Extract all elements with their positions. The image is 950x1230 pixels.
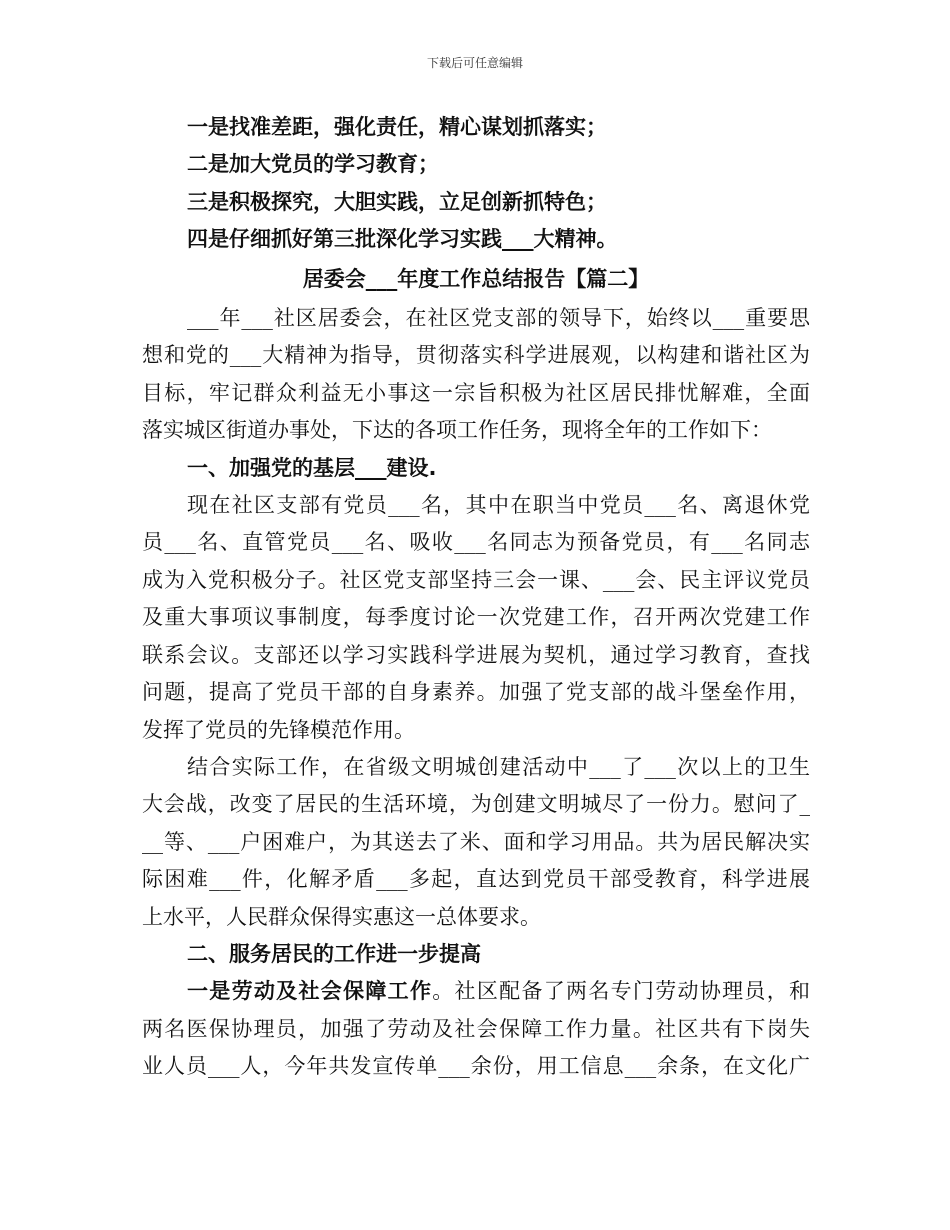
intro-point-3: 三是积极探究，大胆实践，立足创新抓特色； [187, 189, 607, 214]
document-body [142, 109, 810, 1086]
paragraph-line: 现在社区支部有党员___名，其中在职当中党员___名、离退休党 [187, 493, 810, 518]
intro-point-2: 二是加大党员的学习教育； [187, 152, 439, 177]
paragraph-line: 目标，牢记群众利益无小事这一宗旨积极为社区居民排忧解难，全面 [142, 380, 810, 405]
paragraph-line: 结合实际工作，在省级文明城创建活动中___了___次以上的卫生 [187, 754, 810, 779]
paragraph-line: ___年___社区居委会，在社区党支部的领导下，始终以___重要思 [187, 306, 810, 331]
paragraph-intro [142, 300, 810, 450]
paragraph-line: 想和党的___大精神为指导，贯彻落实科学进展观，以构建和谐社区为 [142, 343, 810, 368]
header-note: 下载后可任意编辑 [426, 56, 523, 70]
paragraph-line: 大会战，改变了居民的生活环境，为创建文明城尽了一份力。慰问了_ [142, 792, 810, 817]
paragraph-line: 落实城区街道办事处，下达的各项工作任务，现将全年的工作如下： [142, 418, 772, 443]
section-heading-1: 一、加强党的基层___建设. [187, 455, 437, 480]
paragraph-line: __等、___户困难户，为其送去了米、面和学习用品。共为居民解决实 [142, 829, 810, 854]
report-title: 居委会___年度工作总结报告【篇二】 [302, 266, 650, 291]
paragraph-line: 联系会议。支部还以学习实践科学进展为契机，通过学习教育，查找 [142, 642, 810, 667]
labor-security-heading: 一是劳动及社会保障工作 [187, 979, 433, 1004]
paragraph-line: 上水平，人民群众保得实惠这一总体要求。 [142, 904, 541, 929]
labor-security-text: 。社区配备了两名专门劳动协理员，和 [432, 979, 811, 1004]
intro-point-4: 四是仔细抓好第三批深化学习实践___大精神。 [187, 227, 618, 252]
paragraph-line: 业人员___人，今年共发宣传单___余份，用工信息___余条，在文化广 [142, 1054, 810, 1079]
paragraph-line: 际困难___件，化解矛盾___多起，直达到党员干部受教育，科学进展 [142, 867, 810, 892]
section-heading-2: 二、服务居民的工作进一步提高 [187, 941, 481, 966]
paragraph-line: 成为入党积极分子。社区党支部坚持三会一课、___会、民主评议党员 [142, 567, 810, 592]
paragraph-line: 及重大事项议事制度，每季度讨论一次党建工作，召开两次党建工作 [142, 605, 810, 630]
paragraph-labor-security [142, 973, 810, 1085]
paragraph-line [142, 973, 810, 1010]
intro-point-1: 一是找准差距，强化责任，精心谋划抓落实； [187, 115, 607, 139]
paragraph-line: 两名医保协理员，加强了劳动及社会保障工作力量。社区共有下岗失 [142, 1016, 810, 1041]
paragraph-civilization [142, 749, 810, 936]
paragraph-party-members [142, 487, 810, 749]
paragraph-line: 发挥了党员的先锋模范作用。 [142, 717, 415, 742]
paragraph-line: 问题，提高了党员干部的自身素养。加强了党支部的战斗堡垒作用， [142, 680, 810, 705]
paragraph-line: 员___名、直管党员___名、吸收___名同志为预备党员，有___名同志 [142, 530, 810, 555]
